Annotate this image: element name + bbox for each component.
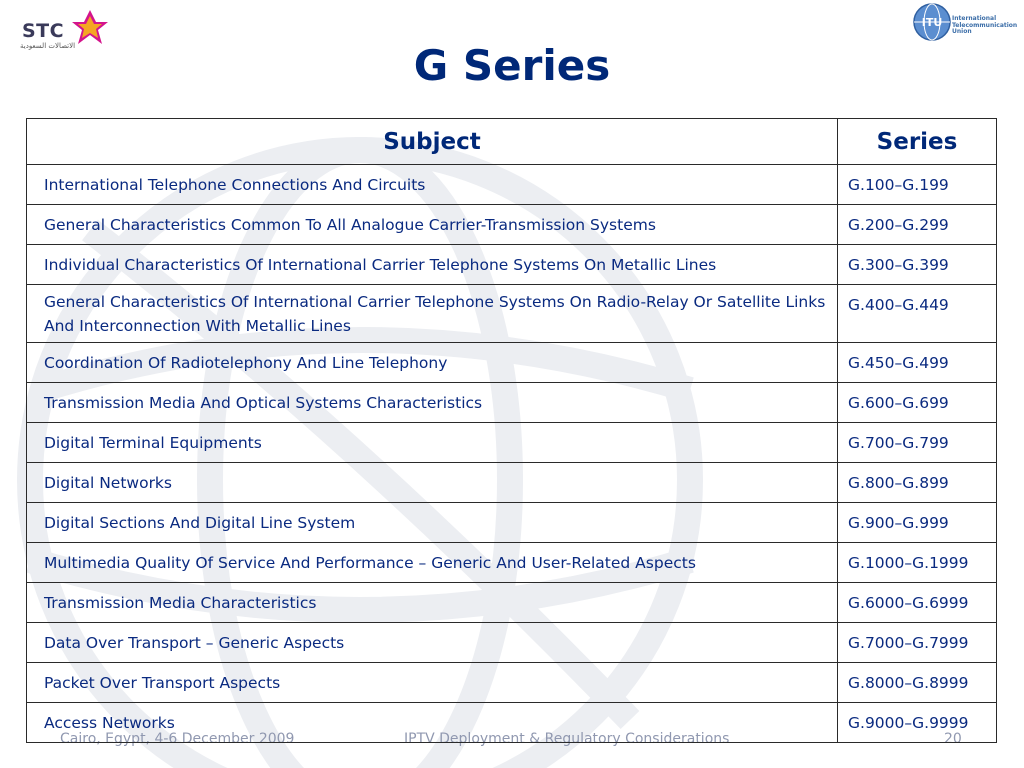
series-cell: G.6000–G.6999 [838,583,997,623]
table-row [27,703,997,743]
g-series-table [26,118,997,743]
series-cell: G.800–G.899 [838,463,997,503]
subject-cell: Packet Over Transport Aspects [27,663,838,703]
subject-cell: General Characteristics Of International Carrier Telephone Systems On Radio-Relay Or Satellite Links And Interconnection With Metallic Lines [27,285,838,343]
table-row [27,245,997,285]
table-header-row [27,119,997,165]
table-row [27,423,997,463]
series-cell: G.9000–G.9999 [838,703,997,743]
subject-cell: Individual Characteristics Of International Carrier Telephone Systems On Metallic Lines [27,245,838,285]
itu-logo-subtext [952,16,1017,36]
itu-subtext-line: Union [952,28,972,35]
subject-cell: Coordination Of Radiotelephony And Line Telephony [27,343,838,383]
table-row [27,583,997,623]
series-cell: G.300–G.399 [838,245,997,285]
itu-logo-text: ITU [921,16,943,29]
table-row [27,383,997,423]
subject-cell: Transmission Media And Optical Systems Characteristics [27,383,838,423]
subject-cell: General Characteristics Common To All Analogue Carrier-Transmission Systems [27,205,838,245]
series-cell: G.7000–G.7999 [838,623,997,663]
subject-cell: Digital Terminal Equipments [27,423,838,463]
stc-logo-text: STC [22,20,65,42]
subject-cell: Digital Sections And Digital Line System [27,503,838,543]
table-row [27,503,997,543]
series-cell: G.400–G.449 [838,285,997,343]
subject-cell: Data Over Transport – Generic Aspects [27,623,838,663]
footer-page-number: 20 [944,731,962,747]
subject-column-header: Subject [27,119,838,165]
series-cell: G.1000–G.1999 [838,543,997,583]
footer-location-date: Cairo, Egypt, 4-6 December 2009 [60,731,295,747]
itu-subtext-line: International [952,15,997,22]
series-cell: G.100–G.199 [838,165,997,205]
table-row [27,343,997,383]
table-row [27,205,997,245]
subject-cell: Transmission Media Characteristics [27,583,838,623]
itu-subtext-line: Telecommunication [952,21,1018,29]
subject-cell: Access Networks [27,703,838,743]
series-cell: G.900–G.999 [838,503,997,543]
series-column-header: Series [838,119,997,165]
table-row [27,623,997,663]
footer-presentation-title: IPTV Deployment & Regulatory Considerations [404,731,730,747]
table-row [27,663,997,703]
subject-cell: Digital Networks [27,463,838,503]
series-cell: G.200–G.299 [838,205,997,245]
stc-logo-subtext: الاتصالات السعودية [20,42,76,50]
subject-cell: Multimedia Quality Of Service And Performance – Generic And User-Related Aspects [27,543,838,583]
table-row [27,543,997,583]
table-row [27,165,997,205]
slide-title: G Series [413,41,611,90]
series-cell: G.8000–G.8999 [838,663,997,703]
table-row [27,285,997,343]
series-cell: G.600–G.699 [838,383,997,423]
series-cell: G.450–G.499 [838,343,997,383]
subject-cell: International Telephone Connections And Circuits [27,165,838,205]
table-row [27,463,997,503]
series-cell: G.700–G.799 [838,423,997,463]
